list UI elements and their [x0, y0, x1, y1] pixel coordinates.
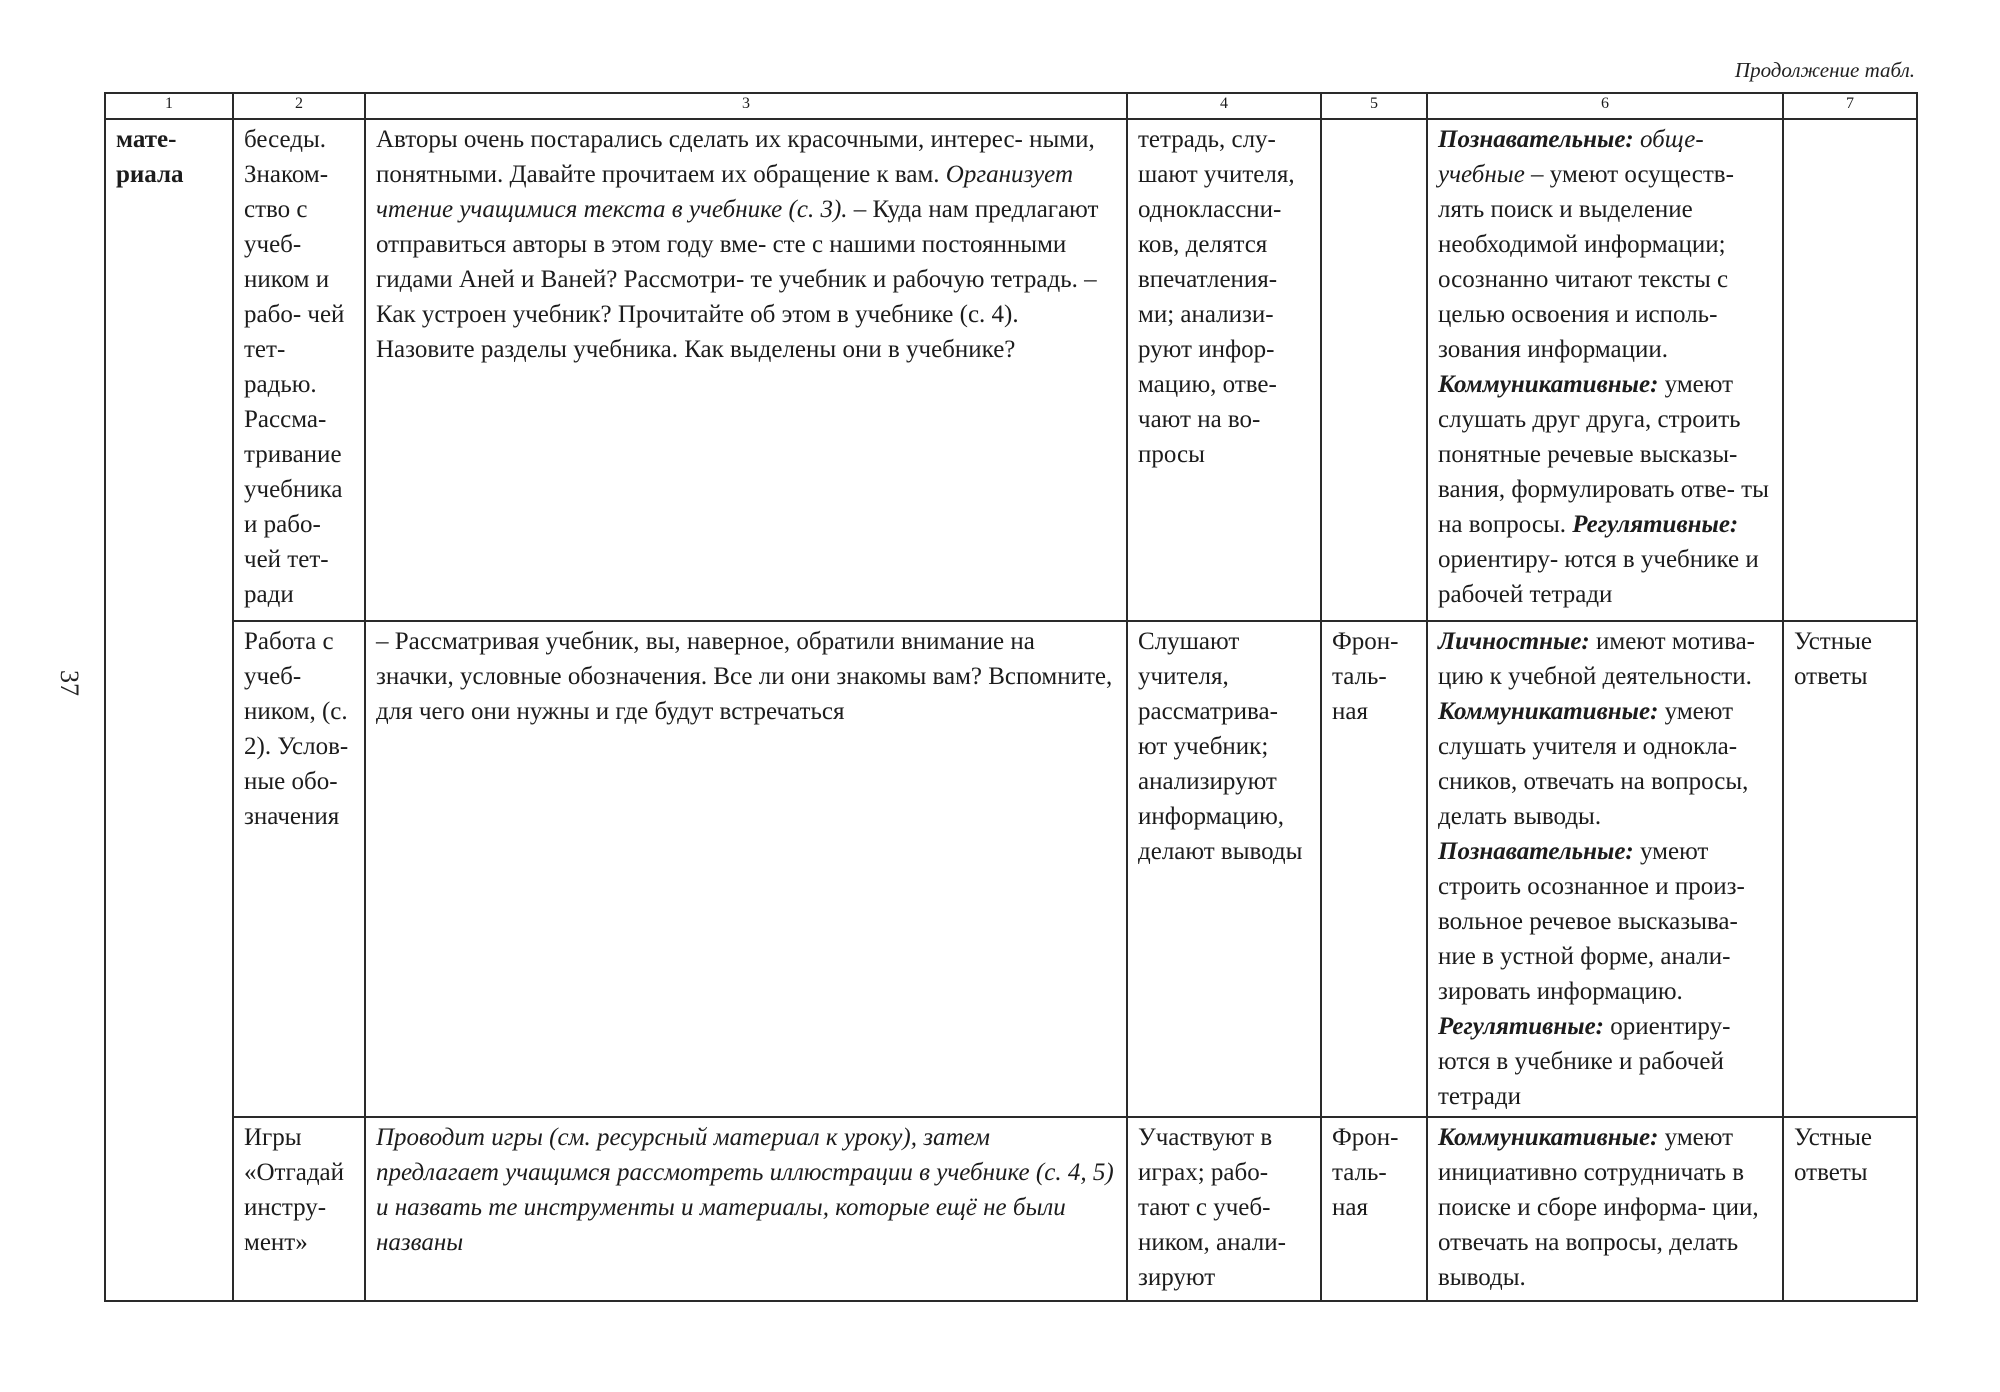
student-activity-cell: Слушают учителя, рассматрива- ют учебник; анализируют информацию, делают выводы	[1127, 621, 1321, 1117]
student-activity-cell: тетрадь, слу- шают учителя, одноклассни- ков, делятся впечатления- ми; анализи- руют инфор- мацию, отве- чают на во- просы	[1127, 119, 1321, 621]
stage-label-line-2: риала	[116, 161, 184, 188]
teacher-activity-cell: – Рассматривая учебник, вы, наверное, обратили внимание на значки, условные обозначения. Все ли они знакомы вам? Вспомните, для чего они нужны и где будут встречаться	[365, 621, 1127, 1117]
work-form-cell: Фрон- таль- ная	[1321, 621, 1427, 1117]
learning-outcomes-cell	[1427, 1117, 1783, 1301]
outcome-text: ориентиру- ются в учебнике и рабочей тетради	[1438, 546, 1759, 608]
outcome-label: Коммуникативные:	[1438, 698, 1659, 725]
work-form-cell	[1321, 119, 1427, 621]
outcome-label: Коммуникативные:	[1438, 371, 1659, 398]
header-col-3: 3	[365, 93, 1127, 119]
outcome-text: имеют мотива- цию к учебной деятельности.	[1438, 628, 1756, 690]
stage-label-line-1: мате-	[116, 126, 177, 153]
outcome-label: Познавательные:	[1438, 126, 1634, 153]
header-col-2: 2	[233, 93, 365, 119]
outcome-text: умеют строить осознанное и произ- вольное речевое высказыва- ние в устной форме, анали- зировать информацию.	[1438, 838, 1745, 1005]
activity-cell: Работа с учеб- ником, (с. 2). Услов- ные обо- значения	[233, 621, 365, 1117]
control-form-cell: Устные ответы	[1783, 1117, 1917, 1301]
teacher-text: – Куда нам предлагают отправиться авторы в этом году вме- сте с нашими постоянными гидами Аней и Ваней? Рассмотри- те учебник и рабочую тетрадь.	[376, 196, 1099, 293]
table-row	[105, 1117, 1917, 1301]
outcome-label: Коммуникативные:	[1438, 1124, 1659, 1151]
stage-cell	[105, 119, 233, 1301]
outcome-label: Познавательные:	[1438, 838, 1634, 865]
lesson-plan-table	[104, 92, 1918, 1302]
outcome-text: умеют осуществ- лять поиск и выделение необходимой информации; осознанно читают тексты с целью освоения и исполь- зования информации.	[1438, 161, 1734, 363]
page-number: 37	[55, 670, 84, 696]
outcome-text: умеют инициативно сотрудничать в поиске и сборе информа- ции, отвечать на вопросы, делать выводы.	[1438, 1124, 1759, 1291]
learning-outcomes-cell	[1427, 119, 1783, 621]
header-row	[105, 93, 1917, 119]
learning-outcomes-cell	[1427, 621, 1783, 1117]
table-row	[105, 621, 1917, 1117]
table-continuation-caption: Продолжение табл.	[1734, 58, 1915, 82]
work-form-cell: Фрон- таль- ная	[1321, 1117, 1427, 1301]
activity-cell: Игры «Отгадай инстру- мент»	[233, 1117, 365, 1301]
header-col-6: 6	[1427, 93, 1783, 119]
outcome-label: Личностные:	[1438, 628, 1590, 655]
activity-cell: беседы. Знаком- ство с учеб- ником и рабо- чей тет- радью. Рассма- тривание учебника и рабо- чей тет- ради	[233, 119, 365, 621]
teacher-activity-cell: Проводит игры (см. ресурсный материал к уроку), затем предлагает учащимся рассмотреть иллюстрации в учебнике (с. 4, 5) и назвать те инструменты и материалы, которые ещё не были названы	[365, 1117, 1127, 1301]
outcome-label: Регулятивные:	[1572, 511, 1739, 538]
table-row	[105, 119, 1917, 621]
outcome-text: умеют слушать друг друга, строить понятные речевые высказы- вания, формулировать отве- ты на вопросы.	[1438, 371, 1769, 538]
teacher-text: Авторы очень постарались сделать их красочными, интерес- ными, понятными. Давайте прочитаем их обращение к вам.	[376, 126, 1095, 188]
teacher-text: – Как устроен учебник? Прочитайте об этом в учебнике (с. 4). Назовите разделы учебника. Как выделены они в учебнике?	[376, 266, 1097, 363]
header-col-4: 4	[1127, 93, 1321, 119]
outcome-italic-text: обще- учебные –	[1438, 126, 1704, 188]
control-form-cell	[1783, 119, 1917, 621]
header-col-7: 7	[1783, 93, 1917, 119]
outcome-text: умеют слушать учителя и однокла- сников, отвечать на вопросы, делать выводы.	[1438, 698, 1749, 830]
teacher-italic-text: Организует чтение учащимися текста в учебнике (с. 3).	[376, 161, 1074, 223]
outcome-label: Регулятивные:	[1438, 1013, 1604, 1040]
control-form-cell: Устные ответы	[1783, 621, 1917, 1117]
teacher-activity-cell	[365, 119, 1127, 621]
student-activity-cell: Участвуют в играх; рабо- тают с учеб- ником, анали- зируют	[1127, 1117, 1321, 1301]
outcome-text: ориентиру- ются в учебнике и рабочей тетради	[1438, 1013, 1731, 1110]
header-col-1: 1	[105, 93, 233, 119]
header-col-5: 5	[1321, 93, 1427, 119]
